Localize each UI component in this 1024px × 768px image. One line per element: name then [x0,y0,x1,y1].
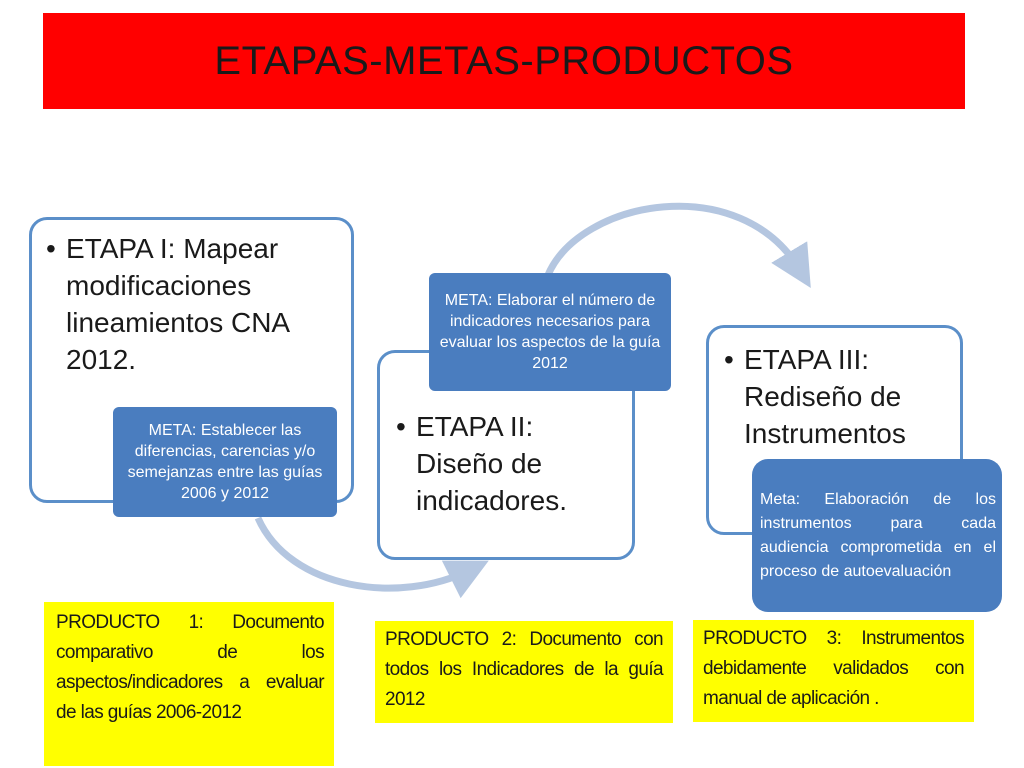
bullet-icon: • [46,233,56,264]
meta-1-box: META: Establecer las diferencias, carencias y/o semejanzas entre las guías 2006 y 2012 [113,407,337,517]
bullet-icon: • [396,411,406,442]
producto-2-box: PRODUCTO 2: Documento con todos los Indicadores de la guía 2012 [375,621,673,723]
etapa-3-label: ETAPA III: Rediseño de Instrumentos [744,344,906,449]
meta-2-box: META: Elaborar el número de indicadores necesarios para evaluar los aspectos de la guía 2012 [429,273,671,391]
arrow-etapa2-to-etapa3 [548,206,800,275]
meta-3-box: Meta: Elaboración de los instrumentos para cada audiencia comprometida en el proceso de autoevaluación [752,459,1002,612]
producto-3-box: PRODUCTO 3: Instrumentos debidamente validados con manual de aplicación . [693,620,974,722]
page-title: ETAPAS-METAS-PRODUCTOS [214,38,794,83]
producto-1-box: PRODUCTO 1: Documento comparativo de los aspectos/indicadores a evaluar de las guías 2006-2012 [44,602,334,766]
bullet-icon: • [724,344,734,375]
etapa-2-label: ETAPA II: Diseño de indicadores. [416,411,567,516]
etapa-1-label: ETAPA I: Mapear modificaciones lineamientos CNA 2012. [66,233,289,375]
